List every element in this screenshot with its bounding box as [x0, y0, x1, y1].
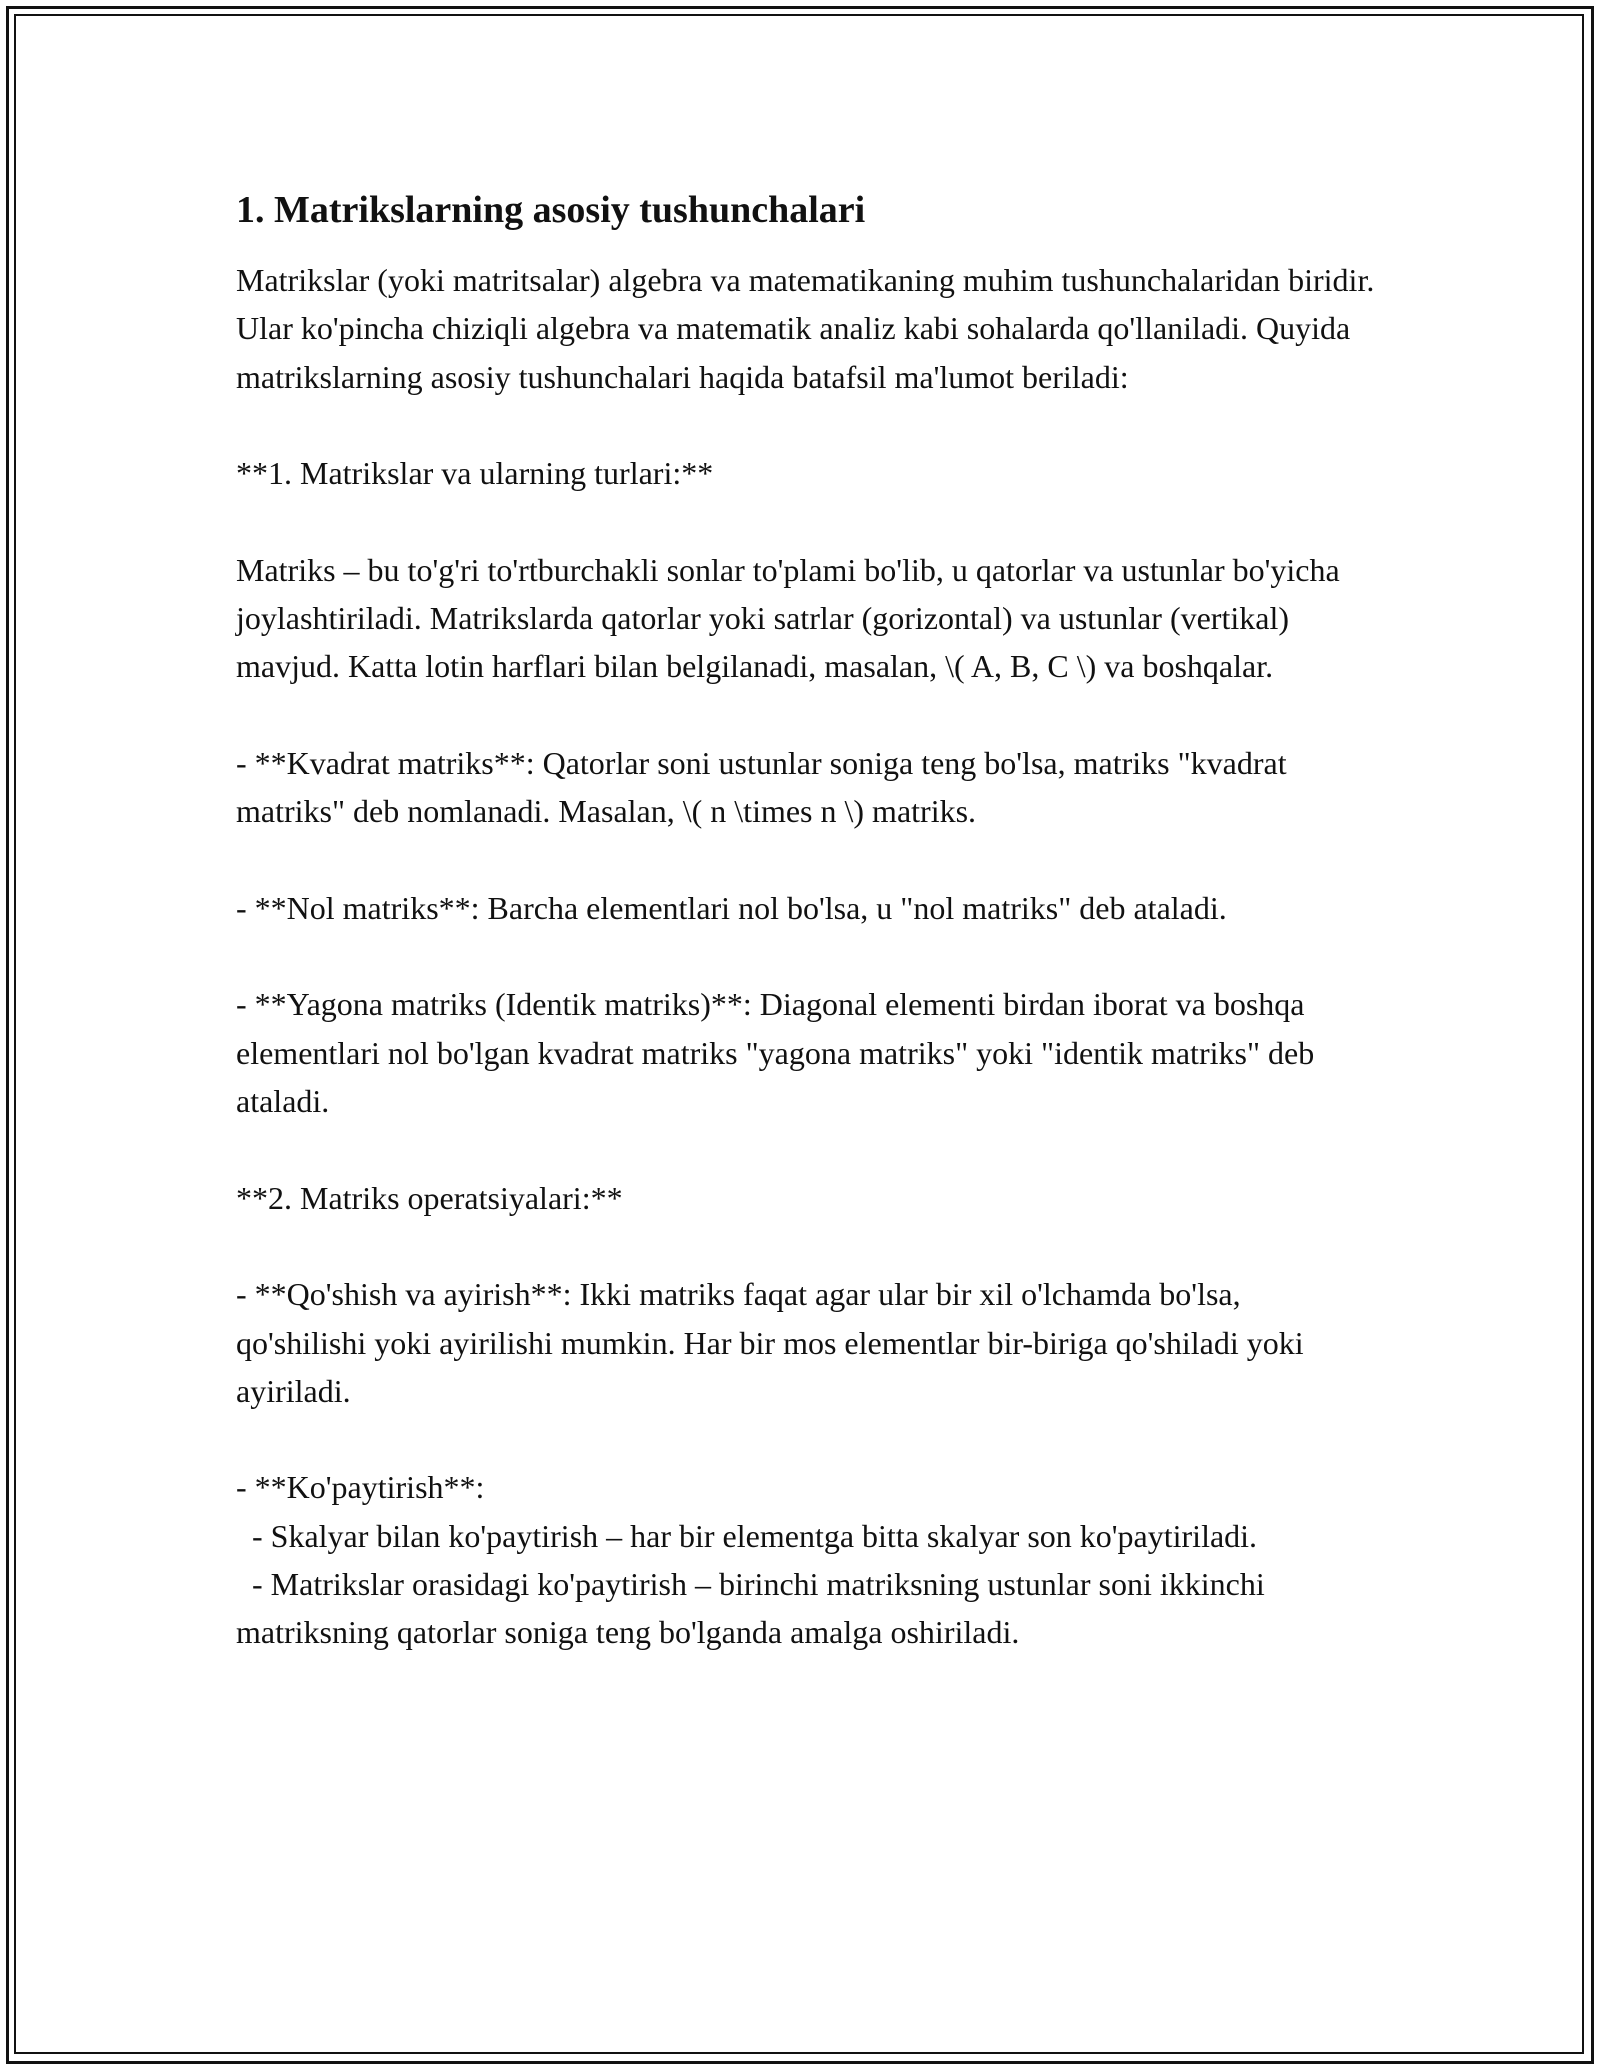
document-body — [236, 186, 1383, 1657]
section-heading: 1. Matrikslarning asosiy tushunchalari — [236, 189, 866, 231]
subheading-matrix-operations: **2. Matriks operatsiyalari:** — [236, 1179, 623, 1216]
identity-matrix-item: - **Yagona matriks (Identik matriks)**: Diagonal elementi birdan iborat va boshqa elementlari nol bo'lgan kvadrat matriks "yagona matriks" yoki "identik matriks" deb ataladi. — [236, 986, 1323, 1120]
subheading-matrix-types: **1. Matrikslar va ularning turlari:** — [236, 455, 714, 492]
zero-matrix-item: - **Nol matriks**: Barcha elementlari nol bo'lsa, u "nol matriks" deb ataladi. — [236, 889, 1227, 926]
multiplication-item: - **Ko'paytirish**: - Skalyar bilan ko'paytirish – har bir elementga bitta skalyar son ko'paytiriladi. - Matrikslar orasidagi ko'paytirish – birinchi matriksning ustunlar soni ikkinchi matriksning qatorlar soniga teng bo'lganda amalga oshiriladi. — [236, 1469, 1265, 1651]
matrix-definition-paragraph: Matriks – bu to'g'ri to'rtburchakli sonlar to'plami bo'lib, u qatorlar va ustunlar bo'yicha joylashtiriladi. Matrikslarda qatorlar yoki satrlar (gorizontal) va ustunlar (vertikal) mavjud. Katta lotin harflari bilan belgilanadi, masalan, \( A, B, C \) va boshqalar. — [236, 551, 1348, 685]
addition-subtraction-item: - **Qo'shish va ayirish**: Ikki matriks faqat agar ular bir xil o'lchamda bo'lsa, qo'shilishi yoki ayirilishi mumkin. Har bir mos elementlar bir-biriga qo'shiladi yoki ayiriladi. — [236, 1276, 1312, 1409]
square-matrix-item: - **Kvadrat matriks**: Qatorlar soni ustunlar soniga teng bo'lsa, matriks "kvadrat matriks" deb nomlanadi. Masalan, \( n \times n \) matriks. — [236, 744, 1295, 830]
intro-paragraph: Matrikslar (yoki matritsalar) algebra va matematikaning muhim tushunchalaridan biridir. Ular ko'pincha chiziqli algebra va matematik analiz kabi sohalarda qo'llaniladi. Quyida matrikslarning asosiy tushunchalari haqida batafsil ma'lumot beriladi: — [236, 262, 1383, 395]
